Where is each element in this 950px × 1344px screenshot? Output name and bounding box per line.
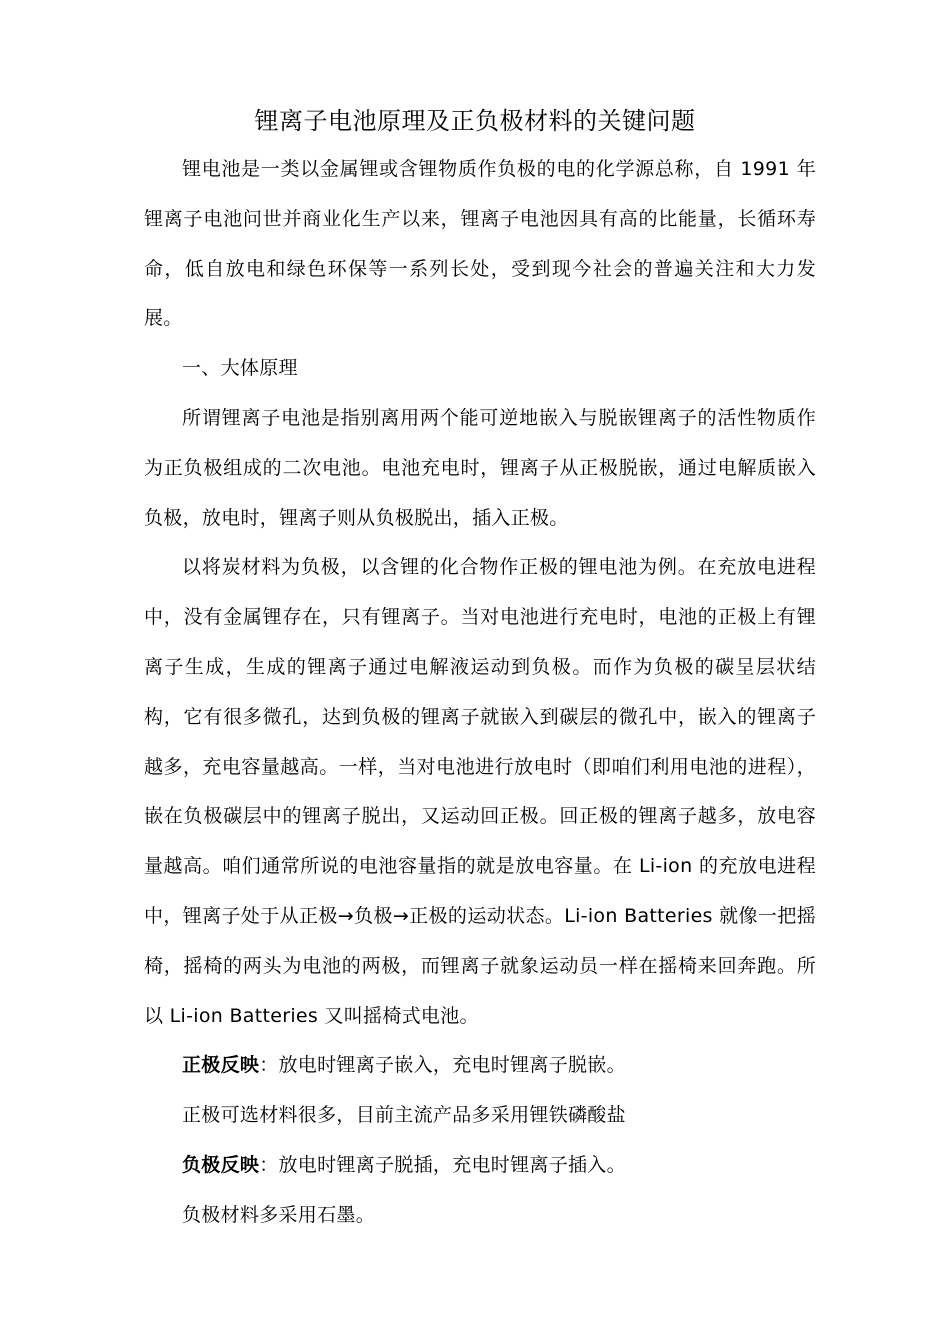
- positive-reaction-paragraph: [144, 1041, 816, 1091]
- section-heading: 一、大体原理: [182, 357, 298, 380]
- principle-paragraph: 所谓锂离子电池是指别离用两个能可逆地嵌入与脱嵌锂离子的活性物质作为正负极组成的二次电池。电池充电时，锂离子从正极脱嵌，通过电解质嵌入负极，放电时，锂离子则从负极脱出，插入正极。: [144, 406, 816, 529]
- document-title: 锂离子电池原理及正负极材料的关键问题: [254, 107, 696, 135]
- negative-reaction-label: 负极反映: [182, 1153, 260, 1176]
- negative-material-paragraph: 负极材料多采用石墨。: [182, 1203, 376, 1226]
- negative-reaction-paragraph: [144, 1141, 816, 1191]
- intro-paragraph: 锂电池是一类以金属锂或含锂物质作负极的电的化学源总称，自 1991 年锂离子电池问世并商业化生产以来，锂离子电池因具有高的比能量，长循环寿命，低自放电和绿色环保等一系列长处，受到现今社会的普遍关注和大力发展。: [144, 158, 816, 330]
- positive-reaction-text: ：放电时锂离子嵌入，充电时锂离子脱嵌。: [259, 1054, 626, 1077]
- document-body: [144, 145, 816, 1241]
- negative-reaction-text: ：放电时锂离子脱插，充电时锂离子插入。: [259, 1153, 626, 1176]
- positive-reaction-label: 正极反映: [182, 1054, 260, 1077]
- positive-material-paragraph: 正极可选材料很多，目前主流产品多采用锂铁磷酸盐: [182, 1104, 626, 1127]
- example-paragraph: 以将炭材料为负极，以含锂的化合物作正极的锂电池为例。在充放电进程中，没有金属锂存在，只有锂离子。当对电池进行充电时，电池的正极上有锂离子生成，生成的锂离子通过电解液运动到负极。而作为负极的碳呈层状结构，它有很多微孔，达到负极的锂离子就嵌入到碳层的微孔中，嵌入的锂离子越多，充电容量越高。一样，当对电池进行放电时（即咱们利用电池的进程），嵌在负极碳层中的锂离子脱出，又运动回正极。回正极的锂离子越多，放电容量越高。咱们通常所说的电池容量指的就是放电容量。在 Li-ion 的充放电进程中，锂离子处于从正极→负极→正极的运动状态。Li-ion Batteries 就像一把摇椅，摇椅的两头为电池的两极，而锂离子就象运动员一样在摇椅来回奔跑。所以 Li-ion Batteries 又叫摇椅式电池。: [144, 556, 816, 1027]
